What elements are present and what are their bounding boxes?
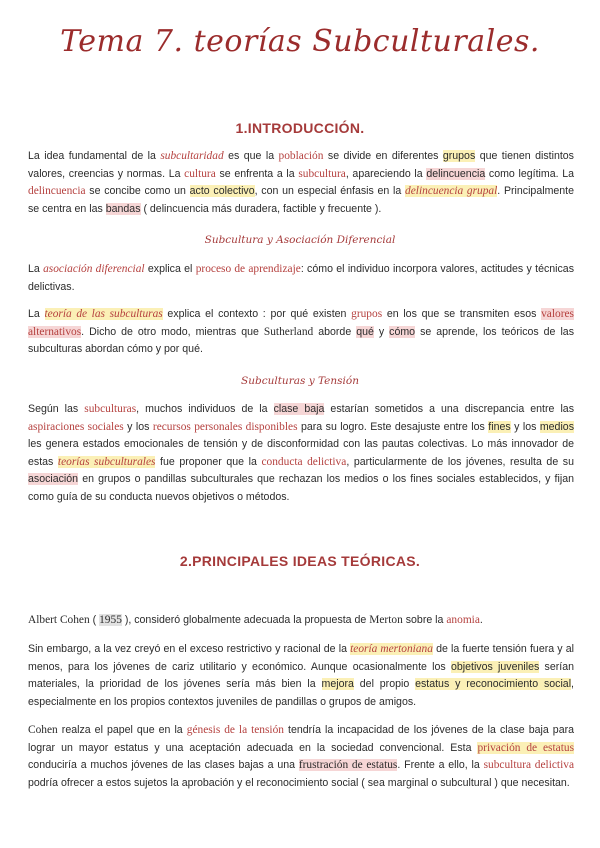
term-subcultura: subcultura [298,167,346,180]
highlight-mejora: mejora [321,678,354,691]
term-anomia: anomia [446,614,480,626]
text: realza el papel que en la [57,724,187,736]
subheading-subculturas-tension: Subculturas y Tensión [241,375,359,387]
highlight-delincuencia: delincuencia [426,167,486,180]
text: y [373,325,390,338]
text: como legítima. La [485,167,574,180]
text: , con un especial énfasis en la [254,185,406,198]
highlight-frustracion-estatus: frustración de estatus [298,759,398,772]
text: y los [123,420,153,433]
term-teoria-mertoniana: teoría mertoniana [350,643,433,655]
paragraph-asociacion [28,261,574,296]
term-aspiraciones-sociales: aspiraciones sociales [28,420,124,433]
text: aborde [313,325,357,338]
text: fue proponer que la [155,455,262,468]
highlight-fines: fines [488,420,511,433]
term-teoria-subculturas: teoría de las subculturas [44,308,163,320]
text: . Frente a ello, la [397,759,484,772]
name-merton: Merton [369,614,403,626]
text: La [28,308,45,320]
text: se divide en diferentes [323,150,443,162]
text: . Dicho de otro modo, mientras que [81,325,264,338]
text: : cómo el individuo incorpora valores, actitudes y técnicas delictivas. [28,263,574,293]
paragraph-intro [28,148,574,218]
text: de la fuerte tensión fuera y al menos, para los jóvenes de cariz utilitario y económico. Aunque ocasionalmente los [28,643,574,673]
text: sobre la [402,614,447,626]
text: les genera estados emocionales de tensión y de disconformidad con las pautas colectivas. Lo más innovador de estas [28,438,574,468]
text: conduciría a muchos jóvenes de las clases bajas a una [28,759,299,772]
paragraph-teoria-subculturas [28,306,574,359]
highlight-asociacion: asociación [28,473,79,486]
term-privacion-estatus: privación de estatus [477,741,575,754]
term-subcultaridad: subcultaridad [160,150,224,162]
text: La idea fundamental de la [28,150,161,162]
highlight-que: qué [356,325,374,338]
term-subculturas: subculturas [84,403,137,415]
term-conducta-delictiva: conducta delictiva [261,455,347,468]
term-delincuencia: delincuencia [28,185,86,198]
name-cohen: Cohen [28,724,58,736]
term-delincuencia-grupal: delincuencia grupal [405,185,498,198]
text: Sin embargo, a la vez creyó en el exceso restrictivo y racional de la [28,643,351,655]
paragraph-cohen-intro [28,612,574,630]
term-recursos-personales: recursos personales disponibles [152,420,298,433]
text: , particularmente de los jóvenes, resulta de su [346,455,574,468]
paragraph-cohen-tension [28,722,574,792]
text: tendría la incapacidad de los jóvenes de la clase baja para lograr un mayor estatus y una aceptación adecuada en la sociedad convencional. Esta [28,724,575,754]
term-asociacion-diferencial: asociación diferencial [43,263,145,275]
highlight-acto-colectivo: acto colectivo [189,185,255,198]
text: es que la [223,150,279,162]
text: para su logro. Este desajuste entre los [297,420,489,433]
highlight-1955: 1955 [99,614,122,626]
term-subcultura-delictiva: subcultura delictiva [483,759,574,772]
text: podría ofrecer a estos sujetos la aprobación y el reconocimiento social ( sea marginal o subcultural ) que necesitan. [28,776,570,789]
text: , apareciendo la [345,167,427,180]
highlight-estatus-reconocimiento: estatus y reconocimiento social [415,678,572,691]
highlight-medios: medios [539,420,574,433]
highlight-clase-baja: clase baja [273,403,325,415]
text: La [28,263,44,275]
paragraph-mertoniana [28,641,574,711]
text: se enfrenta a la [215,167,299,180]
text: , muchos individuos de la [136,403,274,415]
text: ( delincuencia más duradera, factible y frecuente ). [140,202,382,215]
term-genesis-tension: génesis de la tensión [186,724,284,736]
text: , especialmente en los propios contextos juveniles de pandillas o grupos de amigos. [28,678,574,708]
subheading-asociacion-diferencial: Subcultura y Asociación Diferencial [204,234,396,246]
text: se aprende, los teóricos de las subculturas abordan cómo y por qué. [28,325,574,356]
term-grupos: grupos [351,308,383,320]
highlight-grupos: grupos [442,150,476,162]
text: se concibe como un [85,185,190,198]
term-cultura: cultura [184,167,216,180]
text: explica el [144,263,196,275]
text: serían materiales, la prioridad de los jóvenes sería más bien la [28,660,574,691]
section-heading-introduccion: 1.INTRODUCCIÓN. [235,120,365,136]
text: ), consideró globalmente adecuada la propuesta de [121,614,370,626]
text: . Principalmente se centra en las [28,185,575,215]
text: explica el contexto : por qué existen [162,308,352,320]
highlight-como: cómo [389,325,416,338]
term-poblacion: población [278,150,324,162]
page-title: Tema 7. teorías Subculturales. [60,24,540,59]
name-sutherland: Sutherland [263,325,314,338]
text: y los [510,420,540,433]
term-teorias-subculturales: teorías subculturales [57,455,156,468]
text: que tienen distintos valores, creencias y normas. La [28,150,574,180]
text: . [479,614,483,626]
paragraph-tension [28,401,574,507]
highlight-objetivos-juveniles: objetivos juveniles [450,660,540,673]
text: estarían sometidos a una discrepancia entre las [324,403,575,415]
highlight-valores-alternativos: valores alternativos [28,308,574,338]
text: en los que se transmiten esos [382,308,542,320]
text: del propio [353,678,416,691]
term-proceso-aprendizaje: proceso de aprendizaje [195,263,301,275]
section-heading-ideas-teoricas: 2.PRINCIPALES IDEAS TEÓRICAS. [179,553,421,569]
text: Según las [28,403,85,415]
name-albert-cohen: Albert Cohen [28,614,90,626]
text: ( [89,614,100,626]
highlight-bandas: bandas [105,202,141,215]
text: en grupos o pandillas subculturales que rechazan los medios o los fines sociales establecidos, y fijan como guía de su conducta nuevos objetivos o métodos. [28,473,574,503]
